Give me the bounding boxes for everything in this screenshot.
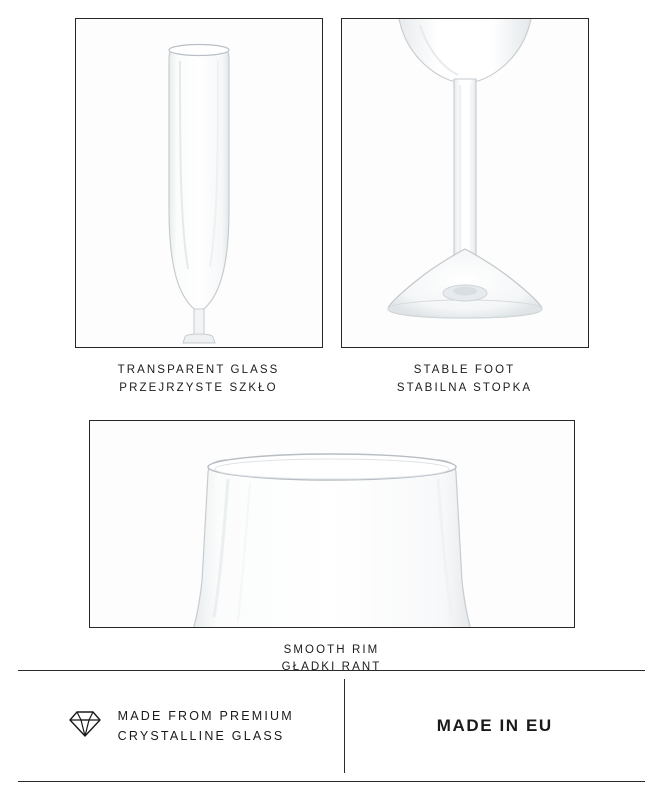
- feature-stable-foot: [341, 18, 589, 398]
- premium-line-1: MADE FROM PREMIUM: [117, 709, 294, 723]
- premium-line-2: CRYSTALLINE GLASS: [117, 729, 285, 743]
- caption-en: STABLE FOOT: [413, 364, 516, 376]
- caption-en: SMOOTH RIM: [283, 643, 380, 656]
- wine-glass-foot-image: [342, 19, 588, 347]
- feature-caption: [118, 362, 280, 398]
- caption-en: TRANSPARENT GLASS: [117, 364, 280, 376]
- bottom-feature-row: [0, 420, 663, 678]
- origin-block: [345, 671, 645, 781]
- feature-smooth-rim: [89, 420, 575, 678]
- caption-pl: PRZEJRZYSTE SZKŁO: [119, 381, 278, 394]
- diamond-icon: [68, 710, 102, 743]
- top-feature-row: [0, 0, 663, 398]
- feature-image-frame: [89, 420, 575, 628]
- caption-pl: GŁADKI RANT: [281, 661, 382, 674]
- premium-text: [118, 706, 294, 746]
- feature-transparent-glass: [75, 18, 323, 398]
- champagne-flute-image: [76, 19, 322, 347]
- made-in-eu-label: MADE IN EU: [436, 716, 553, 735]
- caption-pl: STABILNA STOPKA: [396, 381, 533, 394]
- wine-glass-rim-image: [90, 421, 574, 627]
- footer-bar: [18, 670, 645, 782]
- feature-caption: [397, 362, 532, 398]
- feature-image-frame: [341, 18, 589, 348]
- feature-image-frame: [75, 18, 323, 348]
- premium-block: [18, 671, 344, 781]
